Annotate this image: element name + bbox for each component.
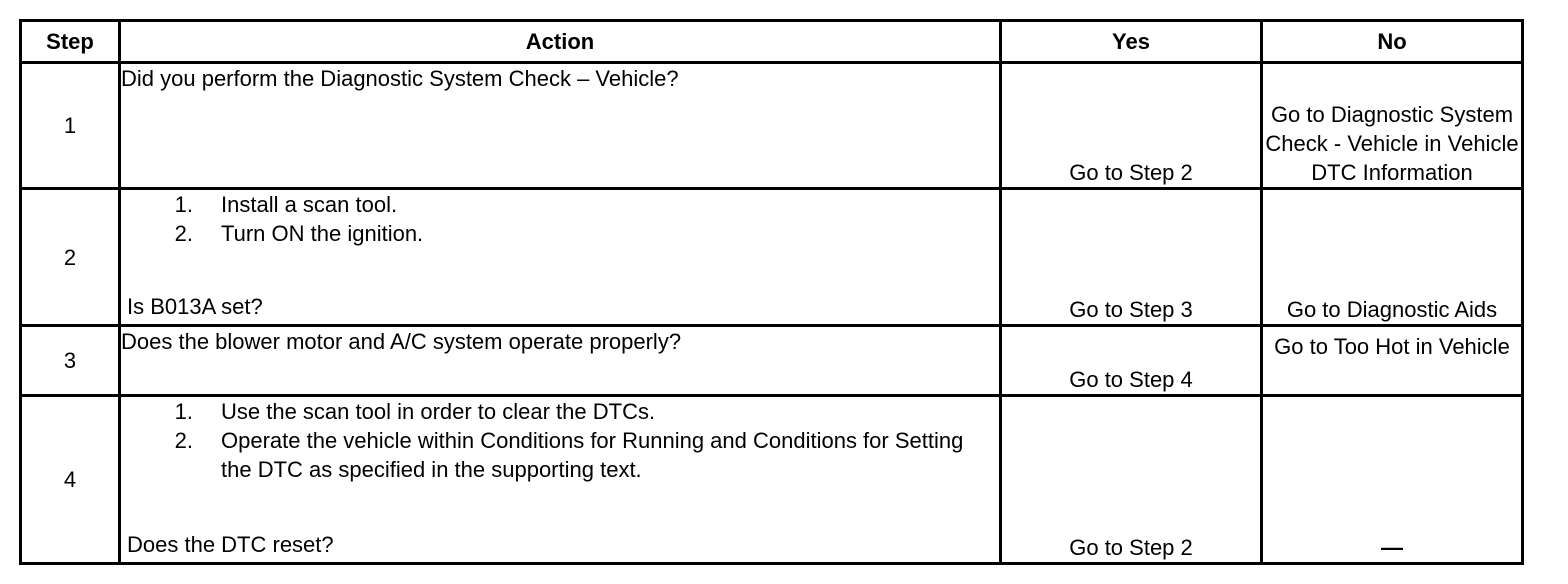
action-cell	[120, 63, 1001, 189]
table-row	[21, 326, 1523, 396]
action-question: Does the DTC reset?	[127, 532, 334, 557]
instruction-text: Use the scan tool in order to clear the DTCs.	[221, 399, 656, 424]
yes-cell: Go to Step 2	[1001, 63, 1262, 189]
instruction-number: 2.	[174, 221, 193, 246]
no-cell	[1262, 396, 1523, 564]
action-cell	[120, 326, 1001, 396]
instruction-number: 1.	[174, 192, 193, 217]
step-number: 1	[21, 63, 120, 189]
step-number: 3	[21, 326, 120, 396]
instruction-text: Turn ON the ignition.	[221, 221, 424, 246]
instruction-item	[121, 219, 999, 248]
step-number: 4	[21, 396, 120, 564]
no-cell: Go to Too Hot in Vehicle	[1262, 326, 1523, 396]
header-step: Step	[21, 21, 120, 63]
instruction-text: Operate the vehicle within Conditions for Running and Conditions for Setting the DTC as specified in the supporting text.	[221, 428, 964, 482]
instruction-item	[121, 397, 999, 426]
no-dash: —	[1381, 535, 1403, 560]
action-cell	[120, 189, 1001, 326]
yes-cell: Go to Step 3	[1001, 189, 1262, 326]
instruction-list	[121, 397, 999, 484]
yes-cell: Go to Step 4	[1001, 326, 1262, 396]
instruction-number: 1.	[174, 399, 193, 424]
table-row	[21, 396, 1523, 564]
step-number: 2	[21, 189, 120, 326]
instruction-list	[121, 190, 999, 248]
header-yes: Yes	[1001, 21, 1262, 63]
header-row	[21, 21, 1523, 63]
action-cell	[120, 396, 1001, 564]
no-cell: Go to Diagnostic System Check - Vehicle in Vehicle DTC Information	[1262, 63, 1523, 189]
table-row	[21, 189, 1523, 326]
instruction-item	[121, 426, 999, 484]
action-question: Is B013A set?	[127, 294, 263, 319]
yes-cell: Go to Step 2	[1001, 396, 1262, 564]
header-action: Action	[120, 21, 1001, 63]
diagnostic-table	[19, 19, 1524, 565]
table-row	[21, 63, 1523, 189]
header-no: No	[1262, 21, 1523, 63]
instruction-text: Install a scan tool.	[221, 192, 398, 217]
no-cell: Go to Diagnostic Aids	[1262, 189, 1523, 326]
instruction-number: 2.	[174, 428, 193, 453]
instruction-item	[121, 190, 999, 219]
action-question: Does the blower motor and A/C system operate properly?	[121, 329, 682, 354]
action-question: Did you perform the Diagnostic System Check – Vehicle?	[121, 66, 679, 91]
